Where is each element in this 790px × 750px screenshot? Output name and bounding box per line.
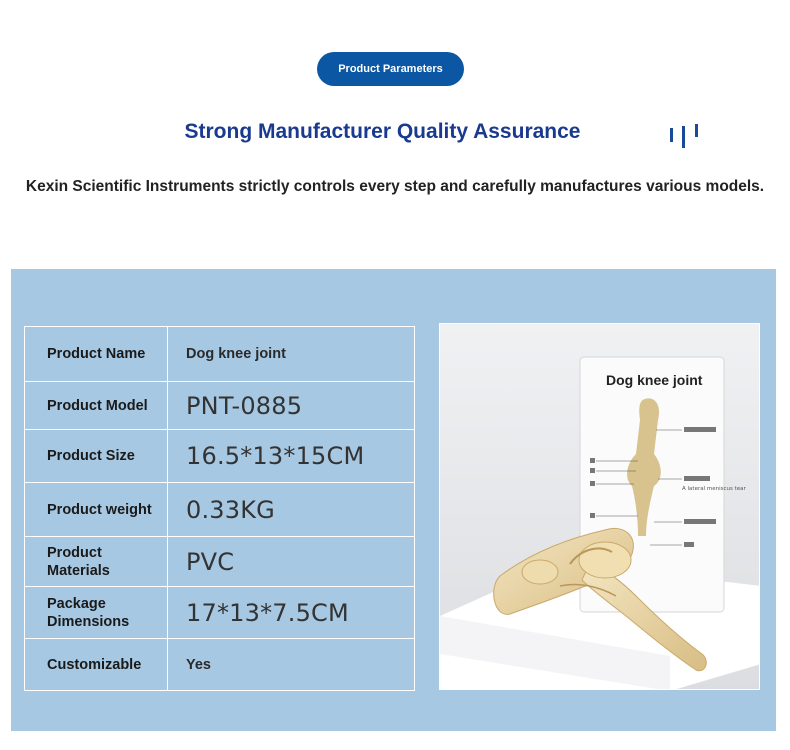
knee-model-illustration bbox=[440, 324, 760, 690]
page-headline: Strong Manufacturer Quality Assurance bbox=[184, 120, 581, 143]
spec-value: Yes bbox=[168, 639, 415, 691]
table-row bbox=[25, 639, 415, 691]
spec-label: Product Model bbox=[25, 382, 168, 430]
spec-value: PVC bbox=[168, 537, 415, 587]
bars-icon bbox=[670, 124, 702, 148]
table-row bbox=[25, 483, 415, 537]
product-parameters-badge: Product Parameters bbox=[317, 52, 464, 86]
spec-label: Product Name bbox=[25, 327, 168, 382]
spec-label: Product Materials bbox=[25, 537, 168, 587]
product-photo bbox=[439, 323, 760, 690]
table-row bbox=[25, 430, 415, 483]
spec-value: PNT-0885 bbox=[168, 382, 415, 430]
company-tagline: Kexin Scientific Instruments strictly controls every step and carefully manufactures various models. bbox=[25, 178, 765, 195]
table-row bbox=[25, 537, 415, 587]
card-title: Dog knee joint bbox=[606, 372, 703, 388]
table-row bbox=[25, 382, 415, 430]
spec-label: Customizable bbox=[25, 639, 168, 691]
spec-value: Dog knee joint bbox=[168, 327, 415, 382]
card-sub-label: A lateral meniscus tear bbox=[682, 486, 746, 492]
spec-value: 17*13*7.5CM bbox=[168, 587, 415, 639]
spec-value: 0.33KG bbox=[168, 483, 415, 537]
table-row bbox=[25, 587, 415, 639]
spec-value: 16.5*13*15CM bbox=[168, 430, 415, 483]
spec-label: Product Size bbox=[25, 430, 168, 483]
spec-table bbox=[24, 326, 415, 691]
table-row bbox=[25, 327, 415, 382]
spec-label: Package Dimensions bbox=[25, 587, 168, 639]
spec-label: Product weight bbox=[25, 483, 168, 537]
